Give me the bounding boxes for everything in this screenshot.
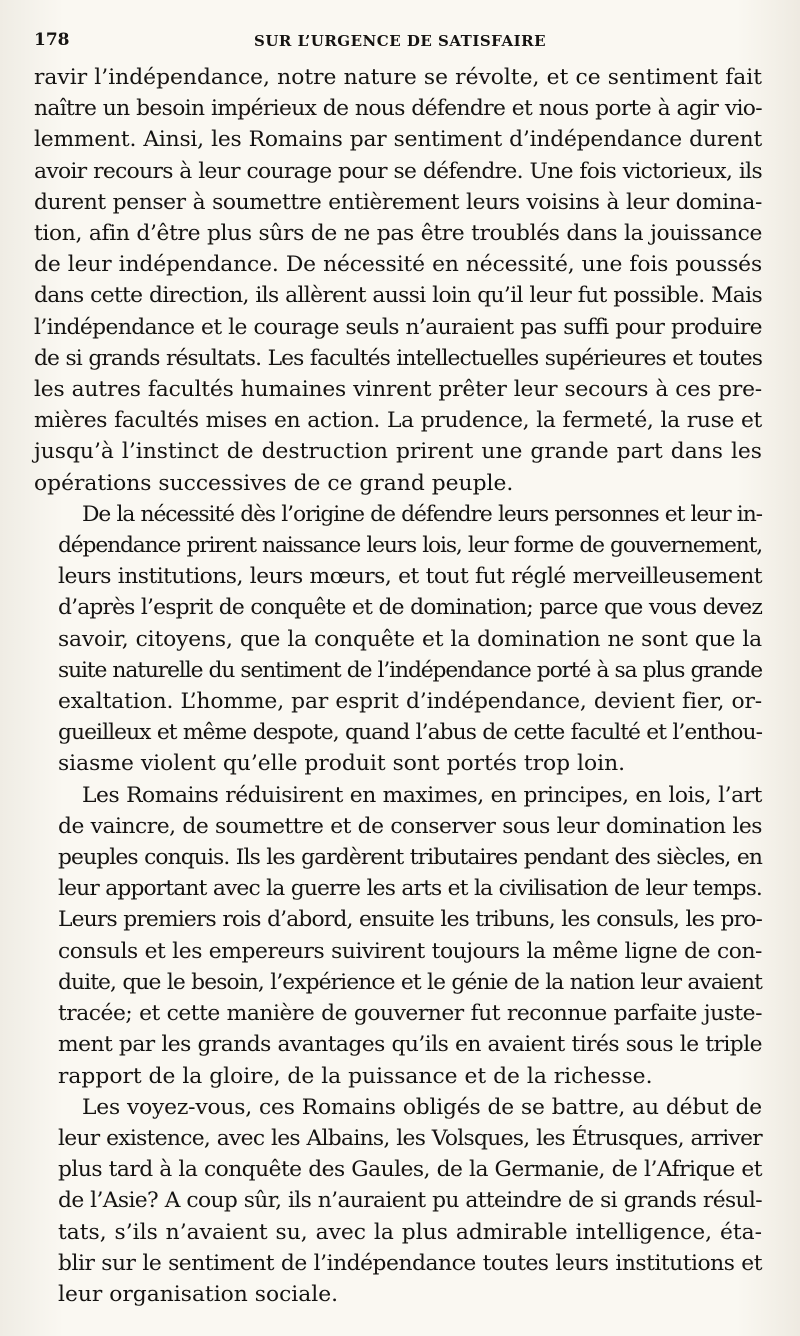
text-line: de si grands résultats. Les facultés intellectuelles supérieures et toutes	[34, 345, 762, 371]
text-line: l’indépendance et le courage seuls n’auraient pas suffi pour produire	[34, 314, 762, 340]
text-line: siasme violent qu’elle produit sont portés trop loin.	[58, 751, 626, 777]
text-line: de leur indépendance. De nécessité en nécessité, une fois poussés	[34, 252, 762, 278]
paragraph	[34, 1092, 762, 1310]
paragraph	[34, 62, 762, 499]
running-head	[34, 30, 766, 58]
paragraph	[34, 780, 762, 1092]
text-line: gueilleux et même despote, quand l’abus de cette faculté et l’enthou-	[58, 720, 762, 746]
text-line: naître un besoin impérieux de nous défendre et nous porte à agir vio-	[34, 96, 762, 122]
text-line: De la nécessité dès l’origine de défendre leurs personnes et leur in-	[82, 501, 762, 527]
text-line: ravir l’indépendance, notre nature se révolte, et ce sentiment fait	[34, 65, 762, 90]
page-number: 178	[34, 30, 70, 50]
text-line: tats, s’ils n’avaient su, avec la plus admirable intelligence, éta-	[58, 1219, 762, 1245]
text-line: d’après l’esprit de conquête et de domination; parce que vous devez	[58, 595, 762, 621]
text-line: durent penser à soumettre entièrement leurs voisins à leur domina-	[34, 189, 762, 215]
text-line: Leurs premiers rois d’abord, ensuite les tribuns, les consuls, les pro-	[58, 907, 762, 933]
text-line: peuples conquis. Ils les gardèrent tributaires pendant des siècles, en	[58, 845, 762, 871]
text-line: leur existence, avec les Albains, les Volsques, les Étrusques, arriver	[58, 1125, 762, 1151]
text-line: blir sur le sentiment de l’indépendance toutes leurs institutions et	[58, 1250, 762, 1276]
text-line: de l’Asie? A coup sûr, ils n’auraient pu atteindre de si grands résul-	[58, 1188, 762, 1214]
running-title: SUR L’URGENCE DE SATISFAIRE	[253, 32, 547, 50]
text-line: les autres facultés humaines vinrent prêter leur secours à ces pre-	[34, 377, 762, 403]
text-line: opérations successives de ce grand peuple.	[34, 470, 514, 496]
text-line: leur organisation sociale.	[58, 1281, 339, 1307]
text-line: tion, afin d’être plus sûrs de ne pas être troublés dans la jouissance	[34, 221, 762, 247]
text-line: lemment. Ainsi, les Romains par sentiment d’indépendance durent	[34, 127, 762, 153]
text-line: plus tard à la conquête des Gaules, de la Germanie, de l’Afrique et	[58, 1157, 762, 1183]
text-line: dans cette direction, ils allèrent aussi loin qu’il leur fut possible. Mais	[34, 283, 762, 309]
text-line: exaltation. L’homme, par esprit d’indépendance, devient fier, or-	[58, 689, 762, 715]
text-line: avoir recours à leur courage pour se défendre. Une fois victorieux, ils	[34, 158, 762, 184]
text-line: mières facultés mises en action. La prudence, la fermeté, la ruse et	[34, 408, 762, 434]
text-line: duite, que le besoin, l’expérience et le génie de la nation leur avaient	[58, 969, 762, 995]
text-line: Les Romains réduisirent en maximes, en principes, en lois, l’art	[82, 782, 762, 808]
text-line: jusqu’à l’instinct de destruction prirent une grande part dans les	[34, 439, 762, 465]
text-line: leur apportant avec la guerre les arts et la civilisation de leur temps.	[58, 876, 762, 902]
text-line: ment par les grands avantages qu’ils en avaient tirés sous le triple	[58, 1032, 762, 1058]
body-text	[34, 62, 762, 1310]
paragraph	[34, 499, 762, 780]
text-line: savoir, citoyens, que la conquête et la domination ne sont que la	[58, 626, 762, 652]
text-line: consuls et les empereurs suivirent toujours la même ligne de con-	[58, 938, 762, 964]
text-line: de vaincre, de soumettre et de conserver sous leur domination les	[58, 813, 762, 839]
text-line: suite naturelle du sentiment de l’indépendance porté à sa plus grande	[58, 657, 762, 683]
text-line: leurs institutions, leurs mœurs, et tout fut réglé merveilleusement	[58, 564, 762, 590]
text-line: tracée; et cette manière de gouverner fut reconnue parfaite juste-	[58, 1001, 762, 1027]
text-line: rapport de la gloire, de la puissance et de la richesse.	[58, 1063, 653, 1089]
text-line: Les voyez-vous, ces Romains obligés de se battre, au début de	[82, 1094, 762, 1120]
text-line: dépendance prirent naissance leurs lois, leur forme de gouvernement,	[58, 533, 762, 559]
